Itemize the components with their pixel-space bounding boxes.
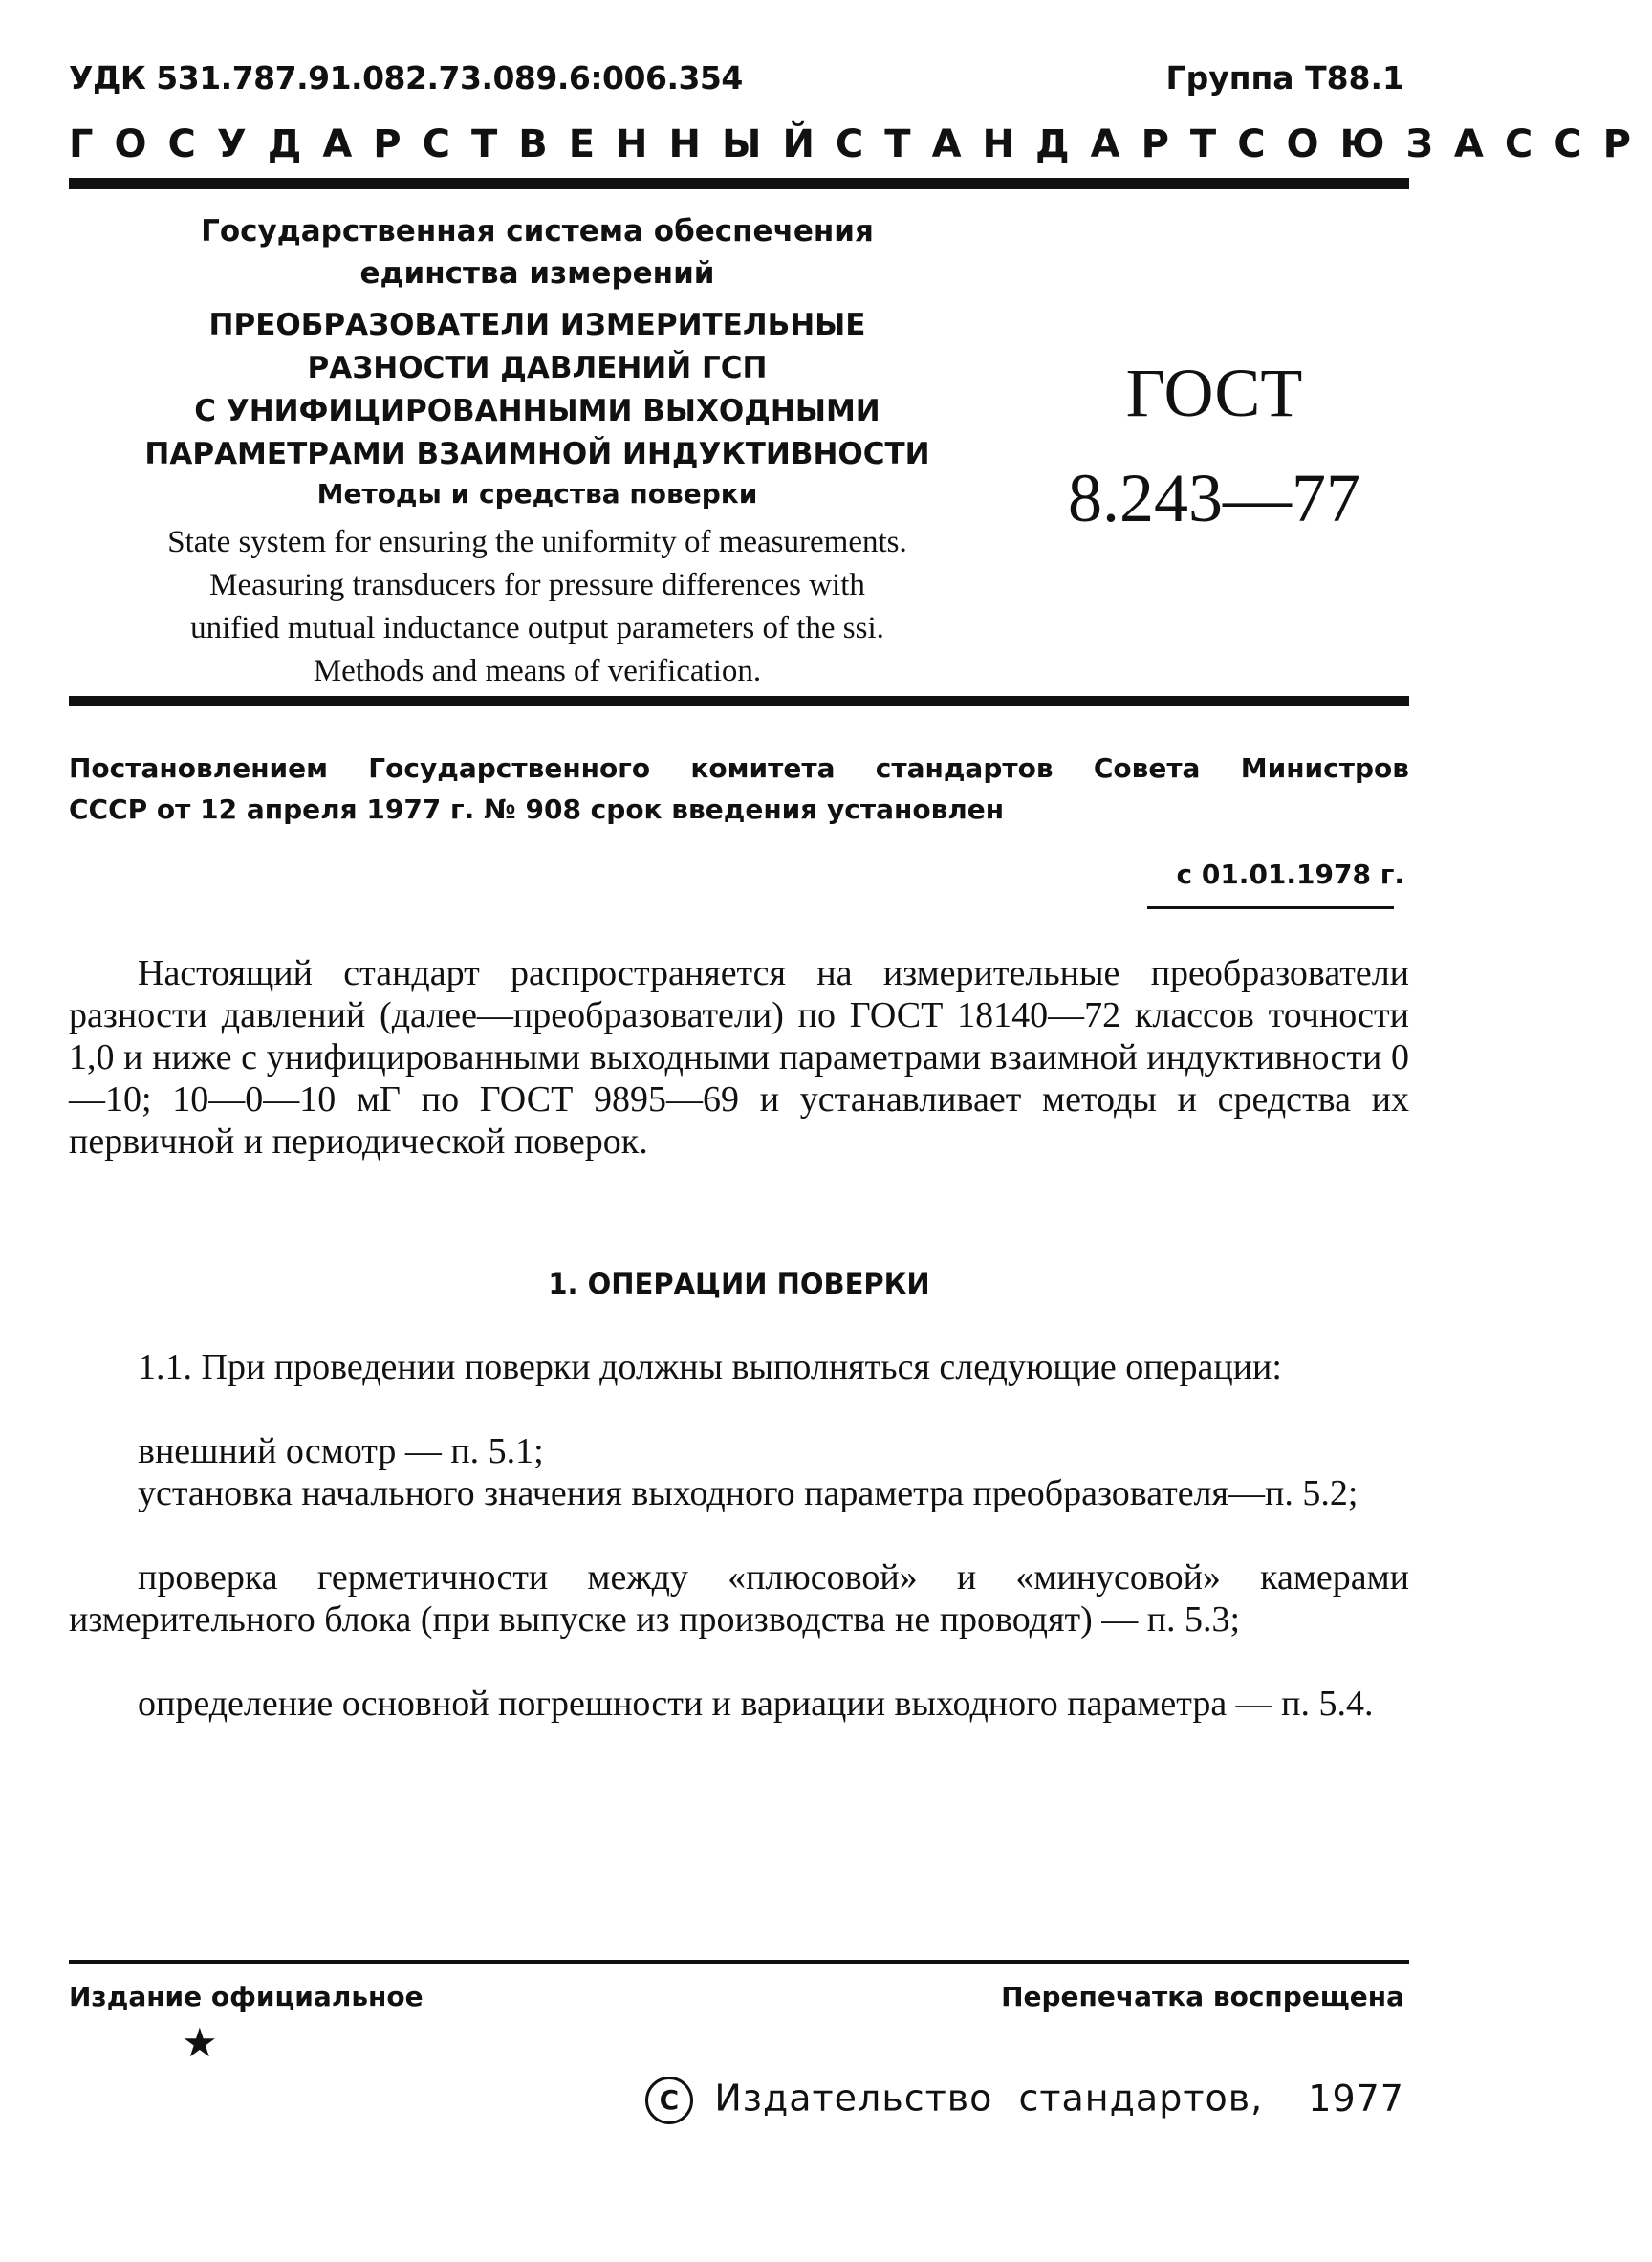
english-line: State system for ensuring the uniformity of measurements.: [167, 525, 907, 559]
system-line: единства измерений: [359, 256, 715, 291]
star-icon: ★: [182, 2022, 218, 2066]
banner-word: СОЮЗА: [1237, 122, 1505, 166]
operation-item: внешний осмотр — п. 5.1;: [138, 1431, 544, 1471]
english-line: Measuring transducers for pressure differences with: [209, 568, 865, 602]
decree-line-1: Постановлением Государственного комитета стандартов Совета Министров: [69, 752, 1409, 784]
standard-banner: [69, 122, 1652, 166]
operation-item: проверка герметичности между «плюсовой» и «минусовой» камерами измерительного блока (при выпуске из производства не проводят) — п. 5.3;: [69, 1557, 1409, 1640]
english-line: Methods and means of verification.: [313, 654, 762, 688]
copyright-icon: C: [645, 2077, 693, 2124]
operation-item: определение основной погрешности и вариации выходного параметра — п. 5.4.: [138, 1684, 1374, 1724]
english-line: unified mutual inductance output parameters of the ssi.: [190, 611, 884, 645]
udk-code: УДК 531.787.91.082.73.089.6:006.354: [69, 59, 743, 97]
publication-year: 1977: [1308, 2077, 1404, 2120]
edition-note: Издание официальное: [69, 1981, 424, 2012]
operation-item: установка начального значения выходного параметра преобразователя—п. 5.2;: [138, 1473, 1359, 1513]
banner-word: ССР: [1504, 122, 1652, 166]
gost-number: 8.243—77: [1068, 460, 1360, 536]
system-title: [69, 210, 1006, 294]
date-underline: [1147, 906, 1394, 909]
header-bottom-rule: [69, 696, 1409, 706]
title-line: РАЗНОСТИ ДАВЛЕНИЙ ГСП: [307, 351, 768, 385]
title-line: С УНИФИЦИРОВАННЫМИ ВЫХОДНЫМИ: [194, 394, 880, 428]
english-title: [69, 521, 1006, 693]
group-code: Группа Т88.1: [1165, 59, 1404, 97]
title-line: ПАРАМЕТРАМИ ВЗАИМНОЙ ИНДУКТИВНОСТИ: [144, 437, 930, 471]
system-line: Государственная система обеспечения: [201, 214, 874, 249]
top-rule: [69, 178, 1409, 189]
title-line: ПРЕОБРАЗОВАТЕЛИ ИЗМЕРИТЕЛЬНЫЕ: [208, 308, 866, 342]
footer-rule: [69, 1960, 1409, 1964]
decree-line-2: СССР от 12 апреля 1977 г. № 908 срок введения установлен: [69, 794, 1005, 825]
document-title: [69, 304, 1006, 476]
reprint-note: Перепечатка воспрещена: [1001, 1981, 1404, 2012]
banner-word: СТАНДАРТ: [835, 122, 1238, 166]
section-heading: 1. ОПЕРАЦИИ ПОВЕРКИ: [548, 1268, 930, 1300]
effective-date: с 01.01.1978 г.: [1176, 859, 1404, 890]
publisher-name: Издательство стандартов,: [714, 2077, 1264, 2120]
publisher-line: [645, 2077, 1404, 2124]
gost-label: ГОСТ: [1125, 355, 1303, 431]
methods-subtitle: Методы и средства поверки: [316, 478, 758, 510]
clause-1-1: 1.1. При проведении поверки должны выполняться следующие операции:: [138, 1347, 1282, 1387]
banner-word: ГОСУДАРСТВЕННЫЙ: [69, 122, 836, 166]
intro-paragraph: Настоящий стандарт распространяется на измерительные преобразователи разности давлений (далее—преобразователи) по ГОСТ 18140—72 классов точности 1,0 и ниже с унифицированными выходными параметрами взаимной индуктивности 0—10; 10—0—10 мГ по ГОСТ 9895—69 и устанавливает методы и средства их первичной и периодической поверок.: [69, 953, 1409, 1162]
